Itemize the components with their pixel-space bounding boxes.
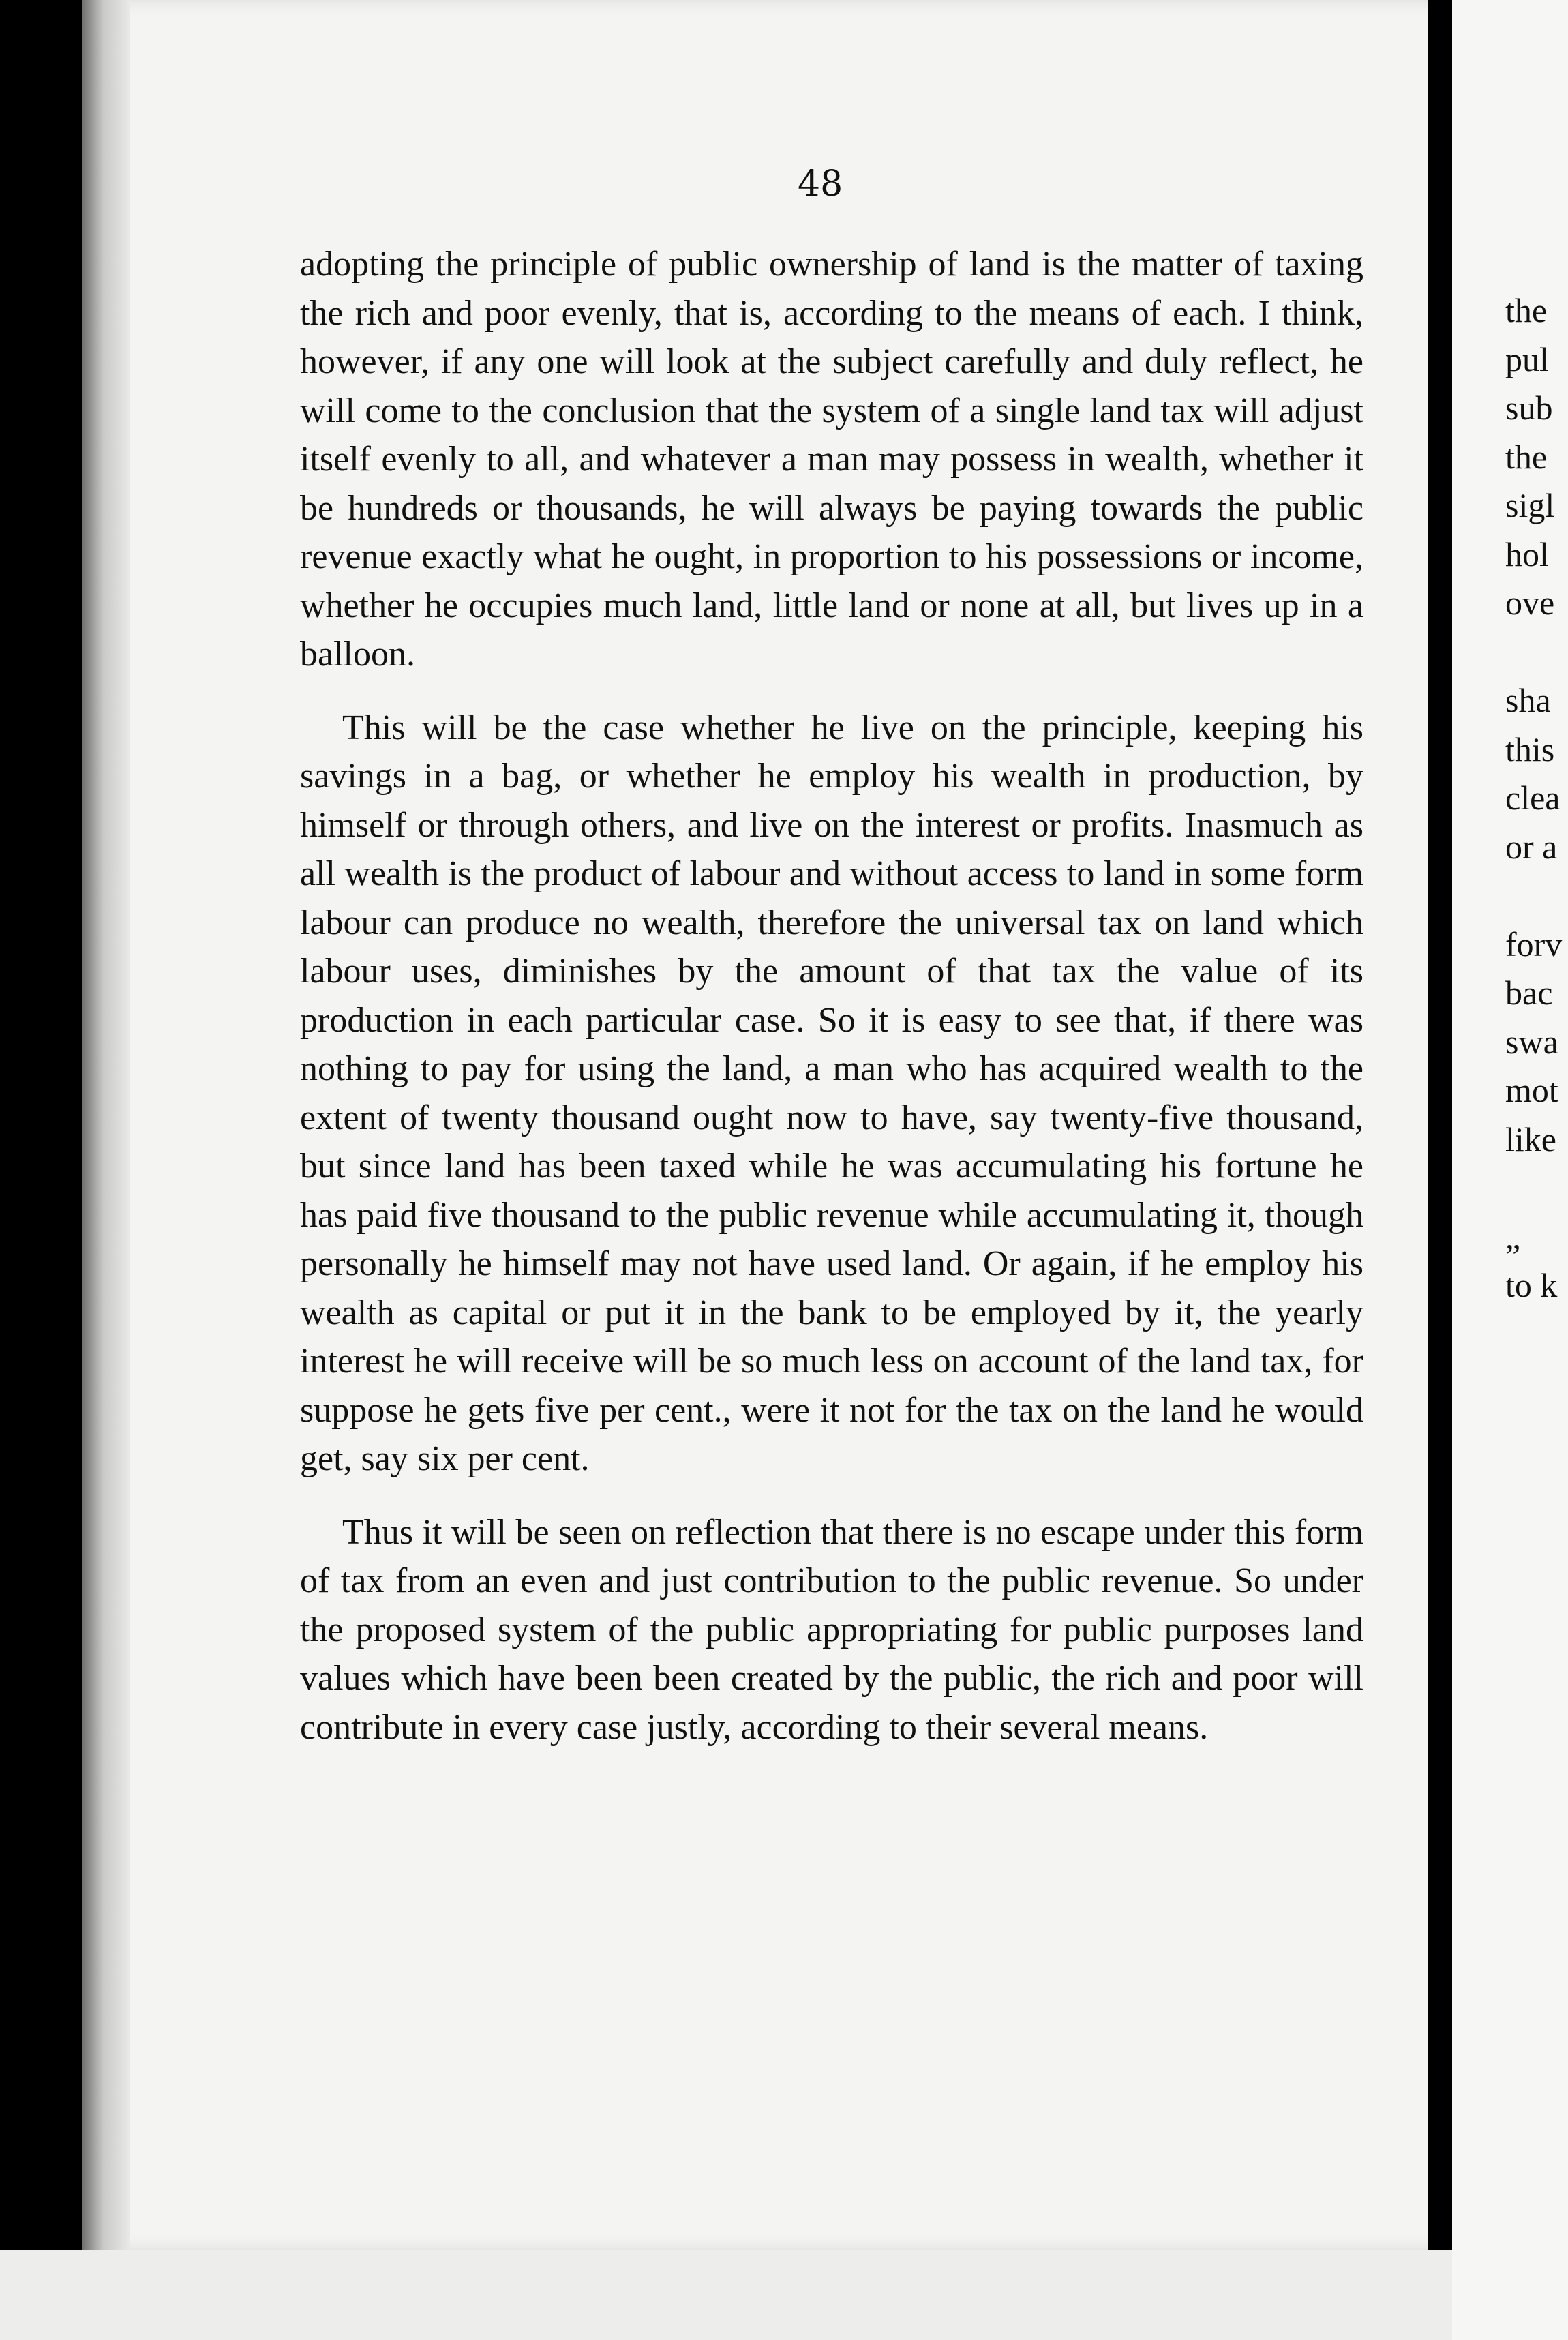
facing-fragment: forv xyxy=(1505,925,1563,963)
facing-gap xyxy=(1505,1164,1568,1213)
paragraph-2: This will be the case whether he live on the principle, keeping his savings in a bag, or whether he employ his wealth in production, by himself or through others, and live on the interest or profits. Inasmuch as all wealth is the product of labour and without access to land in some form labour can produce no wealth, therefore the universal tax on land which labour uses, diminishes by the amount of that tax the value of its production in each particular case. So it is easy to see that, if there was nothing to pay for using the land, a man who has acquired wealth to the extent of twenty thousand ought now to have, say twenty-five thousand, but since land has been taxed while he was accumulating his fortune he has paid five thousand to the public revenue while accumulating it, though personally he himself may not have used land. Or again, if he employ his wealth as capital or put it in the bank to be employed by it, the yearly interest he will receive will be so much less on account of the land tax, for suppose he gets five per cent., were it not for the tax on the land he would get, say six per cent. xyxy=(300,708,1363,1478)
paragraph-3: Thus it will be seen on reflection that there is no escape under this form of tax from an even and just contribution to the public revenue. So under the proposed system of the public appropriating for public purposes land values which have been been created by the public, the rich and poor will contribute in every case justly, according to their several means. xyxy=(300,1512,1363,1747)
facing-fragment: bac xyxy=(1505,974,1553,1012)
facing-fragment: swa xyxy=(1505,1022,1558,1061)
page-number: 48 xyxy=(798,164,843,205)
facing-fragment: sub xyxy=(1505,389,1553,427)
facing-fragment: sha xyxy=(1505,681,1551,719)
page-binding-edge xyxy=(82,0,130,2250)
facing-fragment: the xyxy=(1505,437,1548,476)
page-bottom-margin xyxy=(0,2250,1452,2340)
facing-fragment: „ xyxy=(1505,1217,1521,1256)
facing-fragment: ove xyxy=(1505,584,1555,622)
facing-fragment: mot xyxy=(1505,1071,1558,1109)
facing-gap xyxy=(1505,628,1568,677)
facing-fragment: to k xyxy=(1505,1266,1558,1304)
facing-fragment: clea xyxy=(1505,779,1561,817)
facing-fragment: or a xyxy=(1505,827,1558,866)
facing-fragment: this xyxy=(1505,730,1555,768)
facing-page-text xyxy=(1505,286,1568,1310)
facing-fragment: like xyxy=(1505,1120,1556,1158)
facing-fragment: hol xyxy=(1505,535,1549,573)
paragraph-1: adopting the principle of public ownership of land is the matter of taxing the rich and poor evenly, that is, according to the means of each. I think, however, if any one will look at the subject carefully and duly reflect, he will come to the conclusion that the system of a single land tax will adjust itself evenly to all, and whatever a man may possess in wealth, whether it be hundreds or thousands, he will always be paying towards the public revenue exactly what he ought, in proportion to his possessions or income, whether he occupies much land, little land or none at all, but lives up in a balloon. xyxy=(300,245,1363,674)
facing-fragment: pul xyxy=(1505,340,1549,378)
page-body xyxy=(300,240,1363,1776)
facing-fragment: sigl xyxy=(1505,486,1555,524)
facing-fragment: the xyxy=(1505,291,1548,329)
facing-gap xyxy=(1505,871,1568,920)
